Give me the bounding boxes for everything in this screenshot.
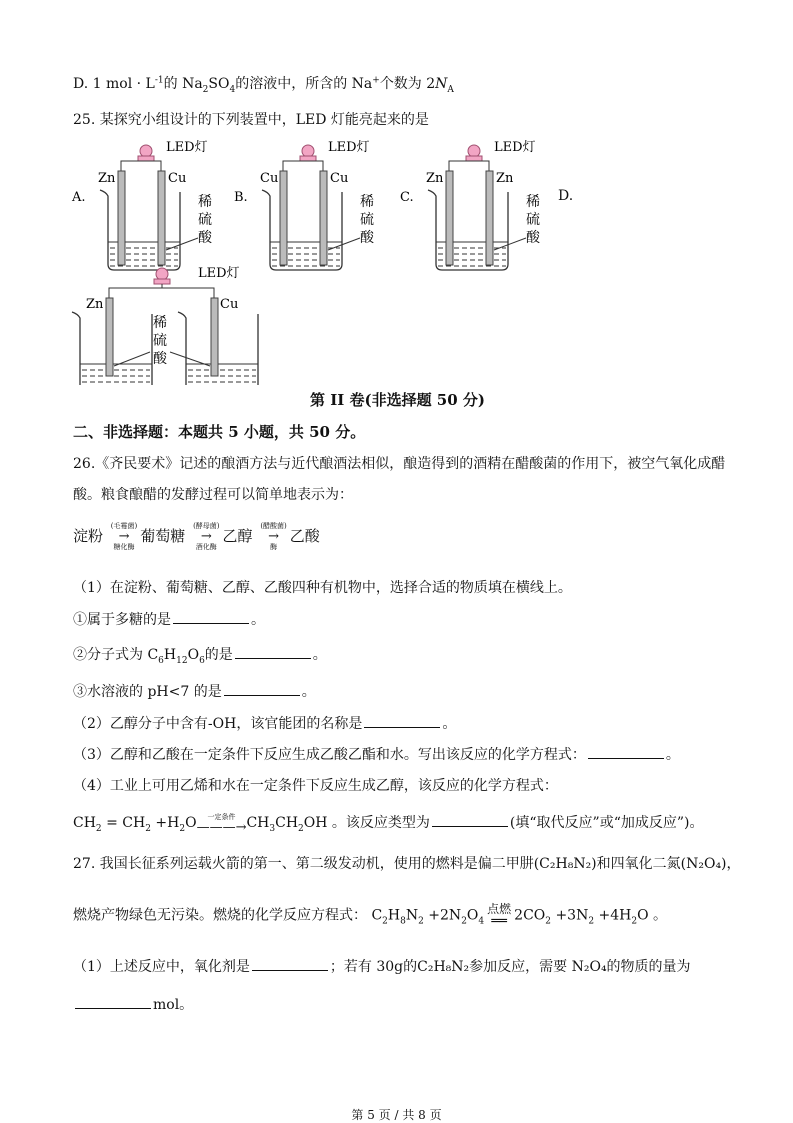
svg-text:硫: 硫 bbox=[526, 212, 540, 228]
answer-blank[interactable] bbox=[364, 715, 440, 728]
q24-option-d: D. 1 mol · $L^{-1}$的 $Na_2SO_4$的溶液中，所含的 Na+个数为 $2N_A$ bbox=[73, 75, 454, 95]
section-title: 二、非选择题：本题共 5 小题，共 50 分。 bbox=[73, 423, 366, 441]
fermentation-chain: 淀粉 (毛霉菌) → 糖化酶 葡萄糖 (酵母菌) → 酒化酶 乙醇 (醋酸菌) → 酶 乙酸 bbox=[73, 522, 320, 551]
q26-part1c: ③水溶液的 pH<7 的是 。 bbox=[73, 684, 316, 700]
q27-stem-2: 燃烧产物绿色无污染。燃烧的化学反应方程式： $C_2H_8N_2 +2N_2O_4$ 点燃 ══ $2CO_2 +3N_2 +4H_2O$ 。 bbox=[73, 902, 668, 929]
svg-text:Zn: Zn bbox=[98, 171, 116, 186]
q26-stem-2: 酸。粮食酿醋的发酵过程可以简单地表示为： bbox=[73, 487, 353, 503]
svg-text:Cu: Cu bbox=[220, 297, 239, 312]
q26-part1a: ①属于多糖的是 。 bbox=[73, 612, 265, 628]
q26-part4: （4）工业上可用乙烯和水在一定条件下反应生成乙醇，该反应的化学方程式： bbox=[73, 778, 558, 794]
svg-text:稀: 稀 bbox=[153, 315, 167, 331]
q26-part3: （3）乙醇和乙酸在一定条件下反应生成乙酸乙酯和水。写出该反应的化学方程式： 。 bbox=[73, 747, 680, 763]
q27-stem-1: 27. 我国长征系列运载火箭的第一、第二级发动机，使用的燃料是偏二甲肼(C₂H₈N₂)和四氧化二氮(N₂O₄)， bbox=[73, 856, 741, 872]
apparatus-option-d bbox=[70, 260, 310, 385]
answer-blank[interactable] bbox=[588, 746, 664, 759]
svg-text:酸: 酸 bbox=[153, 351, 167, 367]
answer-blank[interactable] bbox=[235, 646, 311, 659]
page-footer: 第 5 页 / 共 8 页 bbox=[351, 1108, 442, 1122]
svg-text:LED灯: LED灯 bbox=[494, 140, 536, 155]
svg-text:稀: 稀 bbox=[526, 194, 540, 210]
answer-blank[interactable] bbox=[224, 683, 300, 696]
apparatus-option-c bbox=[398, 135, 548, 275]
svg-text:Zn: Zn bbox=[496, 171, 514, 186]
svg-text:硫: 硫 bbox=[360, 212, 374, 228]
led-icon bbox=[300, 145, 316, 161]
part2-title: 第 II 卷(非选择题 50 分) bbox=[310, 391, 485, 409]
svg-text:Zn: Zn bbox=[86, 297, 104, 312]
q26-stem-1: 26.《齐民要术》记述的酿酒方法与近代酿酒法相似，酿造得到的酒精在醋酸菌的作用下，被空气氧化成醋 bbox=[73, 456, 726, 472]
answer-blank[interactable] bbox=[432, 814, 508, 827]
svg-text:稀: 稀 bbox=[360, 194, 374, 210]
svg-text:酸: 酸 bbox=[526, 230, 540, 246]
q25-stem: 25. 某探究小组设计的下列装置中，LED 灯能亮起来的是 bbox=[73, 112, 429, 128]
q26-equation: $CH_2 = CH_2 +H_2O$ 一定条件 ———→ $CH_3CH_2OH$ 。该反应类型为 (填“取代反应”或“加成反应”)。 bbox=[73, 812, 704, 835]
svg-text:LED灯: LED灯 bbox=[166, 140, 208, 155]
svg-text:稀: 稀 bbox=[198, 194, 212, 210]
led-icon bbox=[138, 145, 154, 161]
q27-part1: （1）上述反应中，氧化剂是 ；若有 30g的C₂H₈N₂参加反应，需要 N₂O₄的物质的量为 bbox=[73, 959, 691, 975]
svg-text:酸: 酸 bbox=[198, 230, 212, 246]
svg-text:Cu: Cu bbox=[260, 171, 279, 186]
answer-blank[interactable] bbox=[75, 996, 151, 1009]
svg-text:硫: 硫 bbox=[198, 212, 212, 228]
led-icon bbox=[154, 268, 170, 284]
svg-text:硫: 硫 bbox=[153, 333, 167, 349]
apparatus-option-a bbox=[70, 135, 220, 275]
svg-text:酸: 酸 bbox=[360, 230, 374, 246]
led-icon bbox=[466, 145, 482, 161]
q26-part2: （2）乙醇分子中含有-OH，该官能团的名称是 。 bbox=[73, 716, 457, 732]
option-label: B. bbox=[234, 190, 248, 205]
svg-text:Cu: Cu bbox=[330, 171, 349, 186]
apparatus-option-b bbox=[232, 135, 382, 275]
option-d-label: D. bbox=[558, 188, 574, 204]
svg-text:LED灯: LED灯 bbox=[198, 266, 240, 281]
svg-text:Cu: Cu bbox=[168, 171, 187, 186]
svg-text:Zn: Zn bbox=[426, 171, 444, 186]
option-label: C. bbox=[400, 190, 414, 205]
svg-text:LED灯: LED灯 bbox=[328, 140, 370, 155]
answer-blank[interactable] bbox=[173, 611, 249, 624]
option-label: A. bbox=[72, 190, 86, 205]
answer-blank[interactable] bbox=[252, 958, 328, 971]
q27-part1-cont: mol。 bbox=[73, 994, 193, 1014]
q26-part1b: ②分子式为 $C_6H_{12}O_6$的是 。 bbox=[73, 647, 327, 666]
q26-part1: （1）在淀粉、葡萄糖、乙醇、乙酸四种有机物中，选择合适的物质填在横线上。 bbox=[73, 580, 572, 596]
